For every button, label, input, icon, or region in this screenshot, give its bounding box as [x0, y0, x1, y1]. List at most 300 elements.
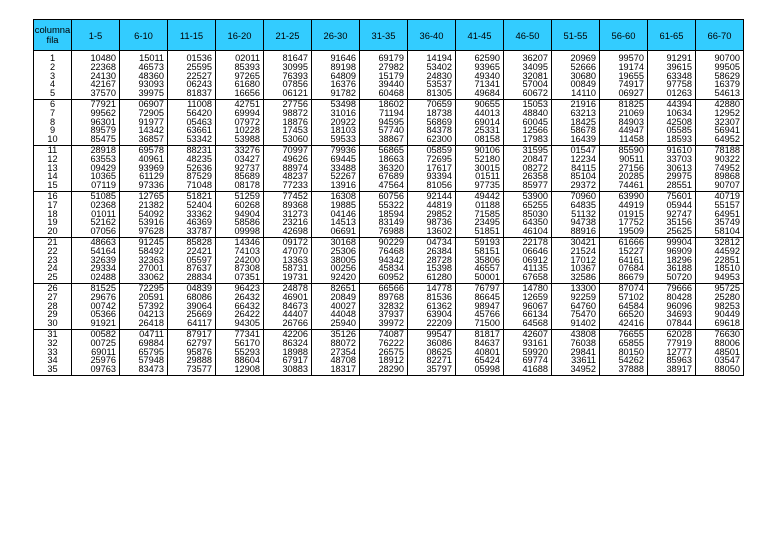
- table-cell: 48708: [312, 356, 360, 365]
- table-cell: 88604: [216, 356, 264, 365]
- table-cell: 17453: [264, 126, 312, 135]
- table-cell: 91921: [72, 319, 120, 329]
- table-cell: 67917: [264, 356, 312, 365]
- table-cell: 07856: [264, 80, 312, 89]
- table-cell: 32639: [72, 256, 120, 265]
- table-cell: 63553: [72, 155, 120, 164]
- table-cell: 11008: [168, 99, 216, 108]
- table-cell: 14194: [408, 51, 456, 63]
- table-cell: 55293: [216, 348, 264, 357]
- table-cell: 59920: [504, 348, 552, 357]
- table-cell: 50720: [648, 273, 696, 283]
- table-cell: 26418: [120, 319, 168, 329]
- table-cell: 16308: [312, 191, 360, 200]
- table-cell: 17012: [552, 256, 600, 265]
- table-cell: 26766: [264, 319, 312, 329]
- table-cell: 25595: [168, 63, 216, 72]
- table-cell: 10228: [216, 126, 264, 135]
- table-cell: 62028: [648, 329, 696, 338]
- table-cell: 18594: [360, 210, 408, 219]
- table-cell: 46557: [456, 264, 504, 273]
- table-cell: 26384: [408, 247, 456, 256]
- table-cell: 05998: [456, 365, 504, 375]
- table-row: [34, 293, 744, 302]
- table-cell: 51132: [552, 210, 600, 219]
- table-cell: 49684: [456, 89, 504, 99]
- table-cell: 86645: [456, 293, 504, 302]
- table-cell: 05366: [72, 310, 120, 319]
- row-label: 29: [34, 310, 72, 319]
- table-cell: 64809: [312, 72, 360, 81]
- table-cell: 76630: [696, 329, 744, 338]
- row-label: 34: [34, 356, 72, 365]
- table-cell: 20847: [504, 155, 552, 164]
- table-cell: 06912: [504, 256, 552, 265]
- table-cell: 12952: [696, 109, 744, 118]
- table-cell: 66432: [216, 302, 264, 311]
- table-cell: 87917: [168, 329, 216, 338]
- table-cell: 19655: [600, 72, 648, 81]
- table-cell: 97758: [648, 80, 696, 89]
- table-cell: 59533: [312, 135, 360, 145]
- table-cell: 81647: [264, 51, 312, 63]
- table-row: [34, 247, 744, 256]
- table-cell: 69994: [216, 109, 264, 118]
- table-cell: 52162: [72, 218, 120, 227]
- table-cell: 96423: [216, 283, 264, 292]
- table-cell: 18425: [552, 118, 600, 127]
- table-cell: 14110: [552, 89, 600, 99]
- table-cell: 85104: [552, 172, 600, 181]
- table-row: [34, 365, 744, 375]
- column-header: 61-65: [648, 20, 696, 51]
- table-cell: 71194: [360, 109, 408, 118]
- table-cell: 25331: [456, 126, 504, 135]
- table-cell: 94305: [216, 319, 264, 329]
- table-cell: 26575: [360, 348, 408, 357]
- row-label: 22: [34, 247, 72, 256]
- table-cell: 99505: [696, 63, 744, 72]
- column-header: 16-20: [216, 20, 264, 51]
- column-header: 56-60: [600, 20, 648, 51]
- table-cell: 70960: [552, 191, 600, 200]
- table-cell: 23495: [456, 218, 504, 227]
- row-label: 5: [34, 89, 72, 99]
- row-label: 17: [34, 201, 72, 210]
- table-cell: 89868: [696, 172, 744, 181]
- table-cell: 76988: [360, 227, 408, 237]
- table-cell: 05944: [648, 201, 696, 210]
- table-row: [34, 339, 744, 348]
- table-cell: 74917: [600, 80, 648, 89]
- table-cell: 81825: [600, 99, 648, 108]
- table-cell: 92737: [216, 164, 264, 173]
- table-cell: 63990: [600, 191, 648, 200]
- table-cell: 17983: [504, 135, 552, 145]
- table-row: [34, 135, 744, 145]
- table-cell: 86679: [600, 273, 648, 283]
- table-cell: 07056: [72, 227, 120, 237]
- table-cell: 30995: [264, 63, 312, 72]
- table-cell: 55157: [696, 201, 744, 210]
- table-cell: 18296: [648, 256, 696, 265]
- row-label: 24: [34, 264, 72, 273]
- table-cell: 92144: [408, 191, 456, 200]
- table-cell: 57102: [600, 293, 648, 302]
- table-cell: 04146: [312, 210, 360, 219]
- table-cell: 31016: [312, 109, 360, 118]
- column-header: 21-25: [264, 20, 312, 51]
- row-label: 1: [34, 51, 72, 63]
- table-cell: 34095: [504, 63, 552, 72]
- table-cell: 42416: [600, 319, 648, 329]
- table-cell: 84378: [408, 126, 456, 135]
- table-cell: 36857: [120, 135, 168, 145]
- table-cell: 12659: [504, 293, 552, 302]
- table-cell: 20285: [600, 172, 648, 181]
- table-cell: 45766: [456, 310, 504, 319]
- table-cell: 96096: [648, 302, 696, 311]
- table-cell: 31595: [504, 145, 552, 154]
- table-row: [34, 51, 744, 63]
- table-cell: 61280: [408, 273, 456, 283]
- table-cell: 29852: [408, 210, 456, 219]
- table-cell: 53402: [408, 63, 456, 72]
- table-cell: 09429: [72, 164, 120, 173]
- table-cell: 00256: [312, 264, 360, 273]
- table-cell: 84903: [600, 118, 648, 127]
- table-cell: 15179: [360, 72, 408, 81]
- table-cell: 26432: [216, 293, 264, 302]
- column-header: 46-50: [504, 20, 552, 51]
- table-cell: 61362: [408, 302, 456, 311]
- table-cell: 89768: [360, 293, 408, 302]
- table-cell: 28834: [168, 273, 216, 283]
- table-cell: 52267: [312, 172, 360, 181]
- table-cell: 64584: [600, 302, 648, 311]
- table-cell: 46901: [264, 293, 312, 302]
- table-cell: 46369: [168, 218, 216, 227]
- table-cell: 91245: [120, 237, 168, 246]
- table-cell: 04734: [408, 237, 456, 246]
- table-cell: 57392: [120, 302, 168, 311]
- table-cell: 90322: [696, 155, 744, 164]
- table-cell: 42508: [648, 118, 696, 127]
- table-cell: 00582: [72, 329, 120, 338]
- table-row: [34, 191, 744, 200]
- table-cell: 90229: [360, 237, 408, 246]
- table-cell: 22851: [696, 256, 744, 265]
- table-cell: 37937: [360, 310, 408, 319]
- table-row: [34, 145, 744, 154]
- table-cell: 94342: [360, 256, 408, 265]
- table-cell: 06691: [312, 227, 360, 237]
- table-row: [34, 109, 744, 118]
- table-cell: 44407: [264, 310, 312, 319]
- table-cell: 21916: [552, 99, 600, 108]
- table-cell: 09763: [72, 365, 120, 375]
- table-row: [34, 80, 744, 89]
- table-body: [34, 51, 744, 376]
- table-cell: 74952: [696, 164, 744, 173]
- table-cell: 67689: [360, 172, 408, 181]
- table-cell: 80428: [648, 293, 696, 302]
- table-cell: 68086: [168, 293, 216, 302]
- table-cell: 76797: [456, 283, 504, 292]
- table-cell: 51851: [456, 227, 504, 237]
- table-cell: 53900: [504, 191, 552, 200]
- table-row: [34, 237, 744, 246]
- table-cell: 89579: [72, 126, 120, 135]
- table-cell: 07684: [600, 264, 648, 273]
- table-cell: 71585: [456, 210, 504, 219]
- table-cell: 58586: [216, 218, 264, 227]
- table-row: [34, 348, 744, 357]
- table-cell: 76393: [264, 72, 312, 81]
- table-cell: 57740: [360, 126, 408, 135]
- table-cell: 13916: [312, 181, 360, 191]
- table-cell: 18663: [360, 155, 408, 164]
- table-row: [34, 172, 744, 181]
- table-cell: 05597: [168, 256, 216, 265]
- table-cell: 45834: [360, 264, 408, 273]
- table-cell: 99904: [648, 237, 696, 246]
- table-row: [34, 201, 744, 210]
- table-cell: 90700: [696, 51, 744, 63]
- table-cell: 81837: [168, 89, 216, 99]
- table-cell: 85963: [648, 356, 696, 365]
- table-cell: 40027: [312, 302, 360, 311]
- table-cell: 60468: [360, 89, 408, 99]
- table-cell: 24830: [408, 72, 456, 81]
- table-cell: 91646: [312, 51, 360, 63]
- table-cell: 22209: [408, 319, 456, 329]
- table-cell: 48501: [696, 348, 744, 357]
- table-cell: 66520: [600, 310, 648, 319]
- table-cell: 59193: [456, 237, 504, 246]
- column-header: 31-35: [360, 20, 408, 51]
- table-cell: 21069: [600, 109, 648, 118]
- table-cell: 83473: [120, 365, 168, 375]
- table-cell: 80150: [600, 348, 648, 357]
- table-cell: 42880: [696, 99, 744, 108]
- table-cell: 69179: [360, 51, 408, 63]
- table-cell: 55322: [360, 201, 408, 210]
- table-cell: 82271: [408, 356, 456, 365]
- table-cell: 71341: [456, 80, 504, 89]
- table-cell: 97265: [216, 72, 264, 81]
- table-row: [34, 283, 744, 292]
- table-cell: 69774: [504, 356, 552, 365]
- table-cell: 14342: [120, 126, 168, 135]
- header-row: [34, 20, 744, 51]
- table-row: [34, 118, 744, 127]
- random-numbers-table: [33, 19, 744, 376]
- table-cell: 30015: [456, 164, 504, 173]
- table-cell: 06646: [504, 247, 552, 256]
- table-cell: 19174: [600, 63, 648, 72]
- table-cell: 69011: [72, 348, 120, 357]
- table-cell: 89198: [312, 63, 360, 72]
- table-cell: 91610: [648, 145, 696, 154]
- table-cell: 60268: [216, 201, 264, 210]
- table-cell: 57004: [504, 80, 552, 89]
- table-cell: 10365: [72, 172, 120, 181]
- table-cell: 64835: [552, 201, 600, 210]
- table-cell: 06927: [600, 89, 648, 99]
- table-cell: 75470: [552, 310, 600, 319]
- table-cell: 08625: [408, 348, 456, 357]
- table-cell: 33787: [168, 227, 216, 237]
- table-cell: 52636: [168, 164, 216, 173]
- table-cell: 85475: [72, 135, 120, 145]
- table-cell: 04213: [120, 310, 168, 319]
- table-cell: 33062: [120, 273, 168, 283]
- table-cell: 32586: [552, 273, 600, 283]
- table-cell: 76655: [600, 329, 648, 338]
- table-row: [34, 126, 744, 135]
- table-cell: 32812: [696, 237, 744, 246]
- table-cell: 65795: [120, 348, 168, 357]
- table-cell: 52404: [168, 201, 216, 210]
- table-cell: 65424: [456, 356, 504, 365]
- table-cell: 64951: [696, 210, 744, 219]
- table-cell: 09998: [216, 227, 264, 237]
- table-cell: 36086: [408, 339, 456, 348]
- column-header: 66-70: [696, 20, 744, 51]
- table-cell: 54613: [696, 89, 744, 99]
- table-cell: 16439: [552, 135, 600, 145]
- table-cell: 44947: [600, 126, 648, 135]
- table-cell: 53342: [168, 135, 216, 145]
- table-cell: 39972: [360, 319, 408, 329]
- table-cell: 14780: [504, 283, 552, 292]
- table-cell: 39440: [360, 80, 408, 89]
- table-cell: 25280: [696, 293, 744, 302]
- table-cell: 35126: [312, 329, 360, 338]
- table-cell: 93161: [504, 339, 552, 348]
- table-cell: 44819: [408, 201, 456, 210]
- table-cell: 75601: [648, 191, 696, 200]
- table-cell: 14778: [408, 283, 456, 292]
- table-cell: 28728: [408, 256, 456, 265]
- table-cell: 95725: [696, 283, 744, 292]
- table-cell: 85590: [600, 145, 648, 154]
- table-cell: 08272: [504, 164, 552, 173]
- table-cell: 58629: [696, 72, 744, 81]
- table-cell: 06243: [168, 80, 216, 89]
- table-row: [34, 264, 744, 273]
- table-cell: 98872: [264, 109, 312, 118]
- row-label: 3: [34, 72, 72, 81]
- table-cell: 63348: [648, 72, 696, 81]
- table-cell: 01263: [648, 89, 696, 99]
- table-cell: 29676: [72, 293, 120, 302]
- table-cell: 15227: [600, 247, 648, 256]
- table-cell: 30421: [552, 237, 600, 246]
- table-cell: 10634: [648, 109, 696, 118]
- table-cell: 01547: [552, 145, 600, 154]
- table-cell: 99547: [408, 329, 456, 338]
- row-label: 14: [34, 172, 72, 181]
- table-cell: 20969: [552, 51, 600, 63]
- table-cell: 06121: [264, 89, 312, 99]
- table-cell: 25940: [312, 319, 360, 329]
- table-cell: 05585: [648, 126, 696, 135]
- table-cell: 94595: [360, 118, 408, 127]
- table-cell: 01511: [456, 172, 504, 181]
- table-cell: 78188: [696, 145, 744, 154]
- table-cell: 61666: [600, 237, 648, 246]
- table-cell: 70997: [264, 145, 312, 154]
- row-label: 15: [34, 181, 72, 191]
- table-cell: 58678: [552, 126, 600, 135]
- table-cell: 33611: [552, 356, 600, 365]
- table-cell: 96909: [648, 247, 696, 256]
- table-cell: 32307: [696, 118, 744, 127]
- row-label: 2: [34, 63, 72, 72]
- row-label: 11: [34, 145, 72, 154]
- table-cell: 40961: [120, 155, 168, 164]
- table-cell: 28918: [72, 145, 120, 154]
- row-label: 20: [34, 227, 72, 237]
- table-cell: 00725: [72, 339, 120, 348]
- table-cell: 54092: [120, 210, 168, 219]
- table-cell: 18988: [264, 348, 312, 357]
- table-cell: 19731: [264, 273, 312, 283]
- row-label: 13: [34, 164, 72, 173]
- table-cell: 35806: [456, 256, 504, 265]
- table-cell: 70659: [408, 99, 456, 108]
- table-cell: 65855: [600, 339, 648, 348]
- table-cell: 81525: [72, 283, 120, 292]
- table-cell: 03547: [696, 356, 744, 365]
- table-cell: 93394: [408, 172, 456, 181]
- table-cell: 02368: [72, 201, 120, 210]
- table-cell: 07972: [216, 118, 264, 127]
- table-cell: 20849: [312, 293, 360, 302]
- table-row: [34, 72, 744, 81]
- row-label: 12: [34, 155, 72, 164]
- table-cell: 43808: [552, 329, 600, 338]
- table-cell: 69884: [120, 339, 168, 348]
- table-cell: 35156: [648, 218, 696, 227]
- table-cell: 97628: [120, 227, 168, 237]
- table-row: [34, 310, 744, 319]
- table-cell: 69014: [456, 118, 504, 127]
- table-cell: 30613: [648, 164, 696, 173]
- corner-label-fila: fila: [46, 34, 59, 45]
- table-cell: 12777: [648, 348, 696, 357]
- corner-header: [34, 20, 72, 51]
- table-cell: 44394: [648, 99, 696, 108]
- row-label: 28: [34, 302, 72, 311]
- row-label: 25: [34, 273, 72, 283]
- table-row: [34, 319, 744, 329]
- table-cell: 09172: [264, 237, 312, 246]
- table-cell: 64350: [504, 218, 552, 227]
- table-cell: 10480: [72, 51, 120, 63]
- table-cell: 77341: [216, 329, 264, 338]
- table-cell: 16376: [312, 80, 360, 89]
- table-cell: 04711: [120, 329, 168, 338]
- table-cell: 69578: [120, 145, 168, 154]
- table-cell: 21382: [120, 201, 168, 210]
- table-cell: 85977: [504, 181, 552, 191]
- table-cell: 32363: [120, 256, 168, 265]
- table-cell: 65255: [504, 201, 552, 210]
- table-cell: 98947: [456, 302, 504, 311]
